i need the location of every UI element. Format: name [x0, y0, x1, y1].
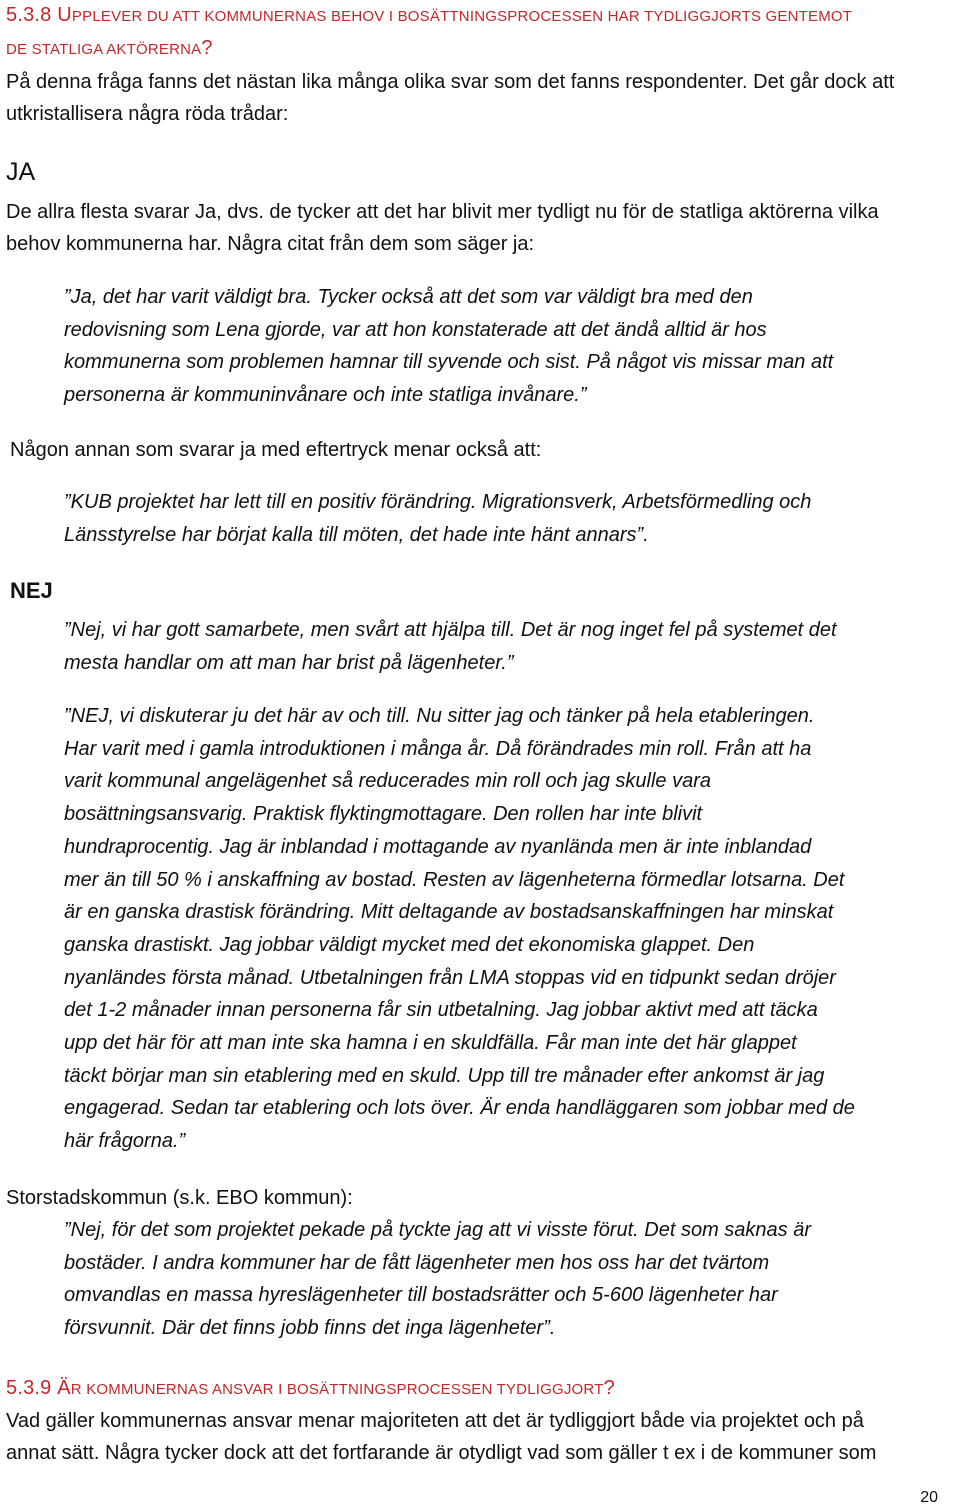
nej-heading: NEJ [10, 578, 53, 603]
section-539-heading: 5.3.9 ÄR KOMMUNERNAS ANSVAR I BOSÄTTNINGSPROCESSEN TYDLIGGJORT? [6, 1377, 615, 1399]
ja-quote-1: ”Ja, det har varit väldigt bra. Tycker också att det som var väldigt bra med den redovisning som Lena gjorde, var att hon konstaterade att det ändå alltid är hos kommunerna som problemen hamnar till syvende och sist. På något vis missar man att personerna är kommuninvånare och inte statliga invånare.” [64, 286, 834, 407]
ja-heading: JA [6, 158, 36, 186]
ja-quote-2: ”KUB projektet har lett till en positiv förändring. Migrationsverk, Arbetsförmedling och Länsstyrelse har börjat kalla till möten, det hade inte hänt annars”. [64, 491, 812, 546]
nej-quote-1: ”Nej, vi har gott samarbete, men svårt att hjälpa till. Det är nog inget fel på systemet det mesta handlar om att man har brist på lägenheter.” [64, 619, 837, 674]
storstad-label: Storstadskommun (s.k. EBO kommun): [6, 1187, 353, 1209]
nej-quote-2: ”NEJ, vi diskuterar ju det här av och till. Nu sitter jag och tänker på hela etableringen. Har varit med i gamla introduktionen i många år. Då förändrades min roll. Från att ha varit kommunal angelägenhet så reducerades min roll och jag skulle vara bosättningsansvarig. Praktisk flyktingmottagare. Den rollen har inte blivit hundraprocentig. Jag är inblandad i mottagande av nyanlända men är inte inblandad mer än till 50 % i anskaffning av bostad. Resten av lägenheterna förmedlar lotsarna. Det är en ganska drastisk förändring. Mitt deltagande av bostadsanskaffningen har minskat ganska drastiskt. Jag jobbar väldigt mycket med det ekonomiska glappet. Den nyanländes första månad. Utbetalningen från LMA stoppas vid en tidpunkt sedan dröjer det 1-2 månader innan personerna får sin utbetalning. Jag jobbar aktivt med att täcka upp det här för att man inte ska hamna i en skuldfälla. Får man inte det här glappet täckt börjar man sin etablering med en skuld. Upp till tre månader efter ankomst är jag engagerad. Sedan tar etablering och lots över. Är enda handläggaren som jobbar med de här frågorna.” [64, 705, 855, 1153]
nej-quote-3: ”Nej, för det som projektet pekade på tyckte jag att vi visste förut. Det som saknas är bostäder. I andra kommuner har de fått lägenheter men hos oss har det tvärtom omvandlas en massa hyreslägenheter till bostadsrätter och 5-600 lägenheter har försvunnit. Där det finns jobb finns det inga lägenheter”. [64, 1219, 811, 1340]
ja-paragraph: De allra flesta svarar Ja, dvs. de tycker att det har blivit mer tydligt nu för de statliga aktörerna vilka behov kommunerna har. Några citat från dem som säger ja: [6, 201, 879, 255]
section-538-heading: 5.3.8 UPPLEVER DU ATT KOMMUNERNAS BEHOV I BOSÄTTNINGSPROCESSEN HAR TYDLIGGJORTS GENTEMOT [6, 4, 853, 26]
section-538-intro: På denna fråga fanns det nästan lika många olika svar som det fanns respondenter. Det går dock att utkristallisera några röda trådar: [6, 71, 895, 125]
ja-intro-2: Någon annan som svarar ja med eftertryck menar också att: [10, 439, 542, 461]
section-538-heading-line2: DE STATLIGA AKTÖRERNA? [6, 37, 213, 59]
section-539-paragraph: Vad gäller kommunernas ansvar menar majoriteten att det är tydliggjort både via projektet och på annat sätt. Några tycker dock att det fortfarande är otydligt vad som gäller t ex i de kommuner som [6, 1410, 877, 1464]
page-number: 20 [920, 1489, 938, 1506]
